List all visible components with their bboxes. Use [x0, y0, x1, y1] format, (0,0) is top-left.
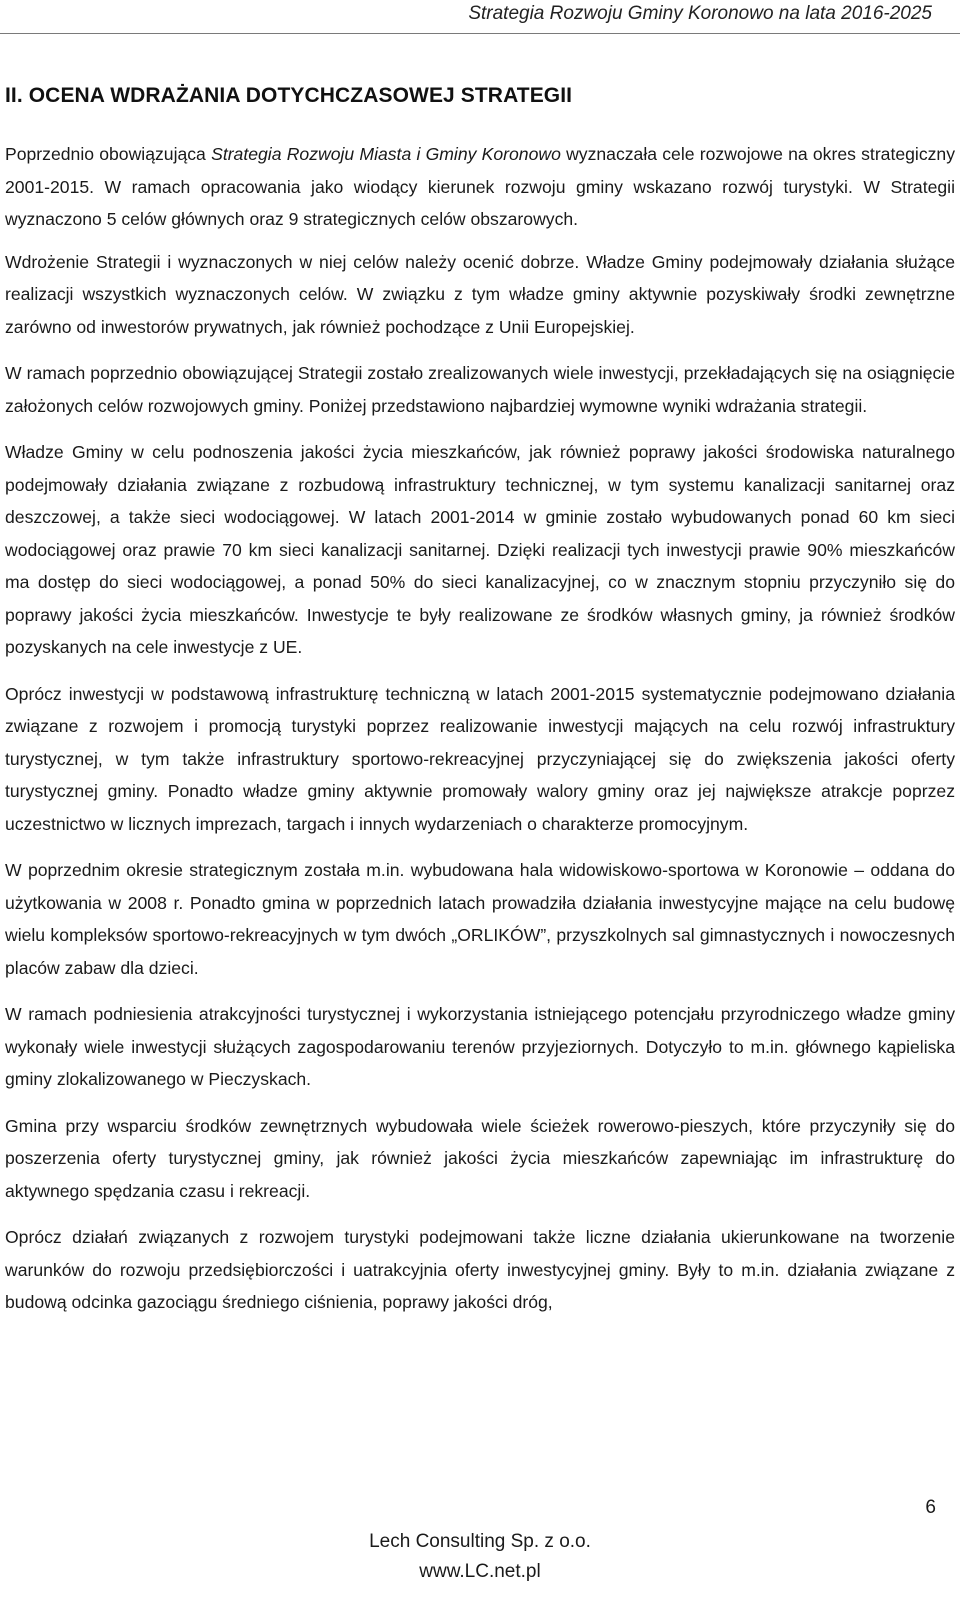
paragraph-8: Gmina przy wsparciu środków zewnętrznych wybudowała wiele ścieżek rowerowo-pieszych, które przyczyniły się do poszerzenia oferty turystycznej gminy, jak również jakości życia mieszkańców zapewniając im infrastrukturę do aktywnego spędzania czasu i rekreacji.	[5, 1115, 955, 1201]
strategy-title: Strategia Rozwoju Miasta i Gminy Koronowo	[211, 144, 561, 164]
document-body	[5, 138, 955, 1333]
footer-company: Lech Consulting Sp. z o.o.	[369, 1531, 591, 1552]
paragraph-6: W poprzednim okresie strategicznym została m.in. wybudowana hala widowiskowo-sportowa w Koronowie – oddana do użytkowania w 2008 r. Ponadto gmina w poprzednich latach prowadziła działania inwestycyjne mające na celu budowę wielu kompleksów sportowo-rekreacyjnych w tym dwóch „ORLIKÓW”, przyszkolnych sal gimnastycznych i nowoczesnych placów zabaw dla dzieci.	[5, 860, 955, 978]
paragraph-1-rest: wyznaczała cele rozwojowe na okres strategiczny 2001-2015. W ramach opracowania jako wiodący kierunek rozwoju gminy wskazano rozwój turystyki. W Strategii wyznaczono 5 celów głównych oraz 9 strategicznych celów obszarowych.	[5, 144, 956, 229]
paragraph-1-lead: Poprzednio obowiązująca	[5, 144, 212, 164]
footer-website: www.LC.net.pl	[419, 1561, 541, 1582]
page-footer	[0, 1527, 960, 1587]
header-divider	[0, 33, 960, 34]
paragraph-2: Wdrożenie Strategii i wyznaczonych w niej celów należy ocenić dobrze. Władze Gminy podejmowały działania służące realizacji wszystkich wyznaczonych celów. W związku z tym władze gminy aktywnie pozyskiwały środki zewnętrzne zarówno od inwestorów prywatnych, jak również pochodzące z Unii Europejskiej.	[5, 251, 955, 337]
paragraph-3: W ramach poprzednio obowiązującej Strategii zostało zrealizowanych wiele inwestycji, przekładających się na osiągnięcie założonych celów rozwojowych gminy. Poniżej przedstawiono najbardziej wymowne wyniki wdrażania strategii.	[5, 363, 955, 416]
paragraph-9: Oprócz działań związanych z rozwojem turystyki podejmowani także liczne działania ukierunkowane na tworzenie warunków do rozwoju przedsiębiorczości i uatrakcyjnia oferty inwestycyjnej gminy. Były to m.in. działania związane z budową odcinka gazociągu średniego ciśnienia, poprawy jakości dróg,	[5, 1227, 955, 1312]
paragraph-5: Oprócz inwestycji w podstawową infrastrukturę techniczną w latach 2001-2015 systematycznie podejmowano działania związane z rozwojem i promocją turystyki poprzez realizowanie inwestycji mających na celu rozwój infrastruktury turystycznej, w tym także infrastruktury sportowo-rekreacyjnej przyczyniającej się do zwiększenia jakości oferty turystycznej gminy. Ponadto władze gminy aktywnie promowały walory gminy oraz jej największe atrakcje poprzez uczestnictwo w licznych imprezach, targach i innych wydarzeniach o charakterze promocyjnym.	[5, 683, 955, 834]
section-heading: II. OCENA WDRAŻANIA DOTYCHCZASOWEJ STRATEGII	[5, 84, 573, 107]
paragraph-7: W ramach podniesienia atrakcyjności turystycznej i wykorzystania istniejącego potencjału przyrodniczego władze gminy wykonały wiele inwestycji służących zagospodarowaniu terenów przyjeziornych. Dotyczyło to m.in. głównego kąpieliska gminy zlokalizowanego w Pieczyskach.	[5, 1004, 955, 1089]
page-number: 6	[925, 1497, 936, 1518]
paragraph-4: Władze Gminy w celu podnoszenia jakości życia mieszkańców, jak również poprawy jakości środowiska naturalnego podejmowały działania związane z rozbudową infrastruktury technicznej, w tym systemu kanalizacji sanitarnej oraz deszczowej, a także sieci wodociągowej. W latach 2001-2014 w gminie zostało wybudowanych ponad 60 km sieci wodociągowej oraz prawie 70 km sieci kanalizacji sanitarnej. Dzięki realizacji tych inwestycji prawie 90% mieszkańców ma dostęp do sieci wodociągowej, a ponad 50% do sieci kanalizacyjnej, co w znacznym stopniu przyczyniło się do poprawy jakości życia mieszkańców. Inwestycje te były realizowane ze środków własnych gminy, ja również środków pozyskanych na cele inwestycje z UE.	[5, 442, 955, 657]
running-header-title: Strategia Rozwoju Gminy Koronowo na lata 2016-2025	[468, 3, 932, 24]
paragraph-1	[5, 138, 955, 236]
